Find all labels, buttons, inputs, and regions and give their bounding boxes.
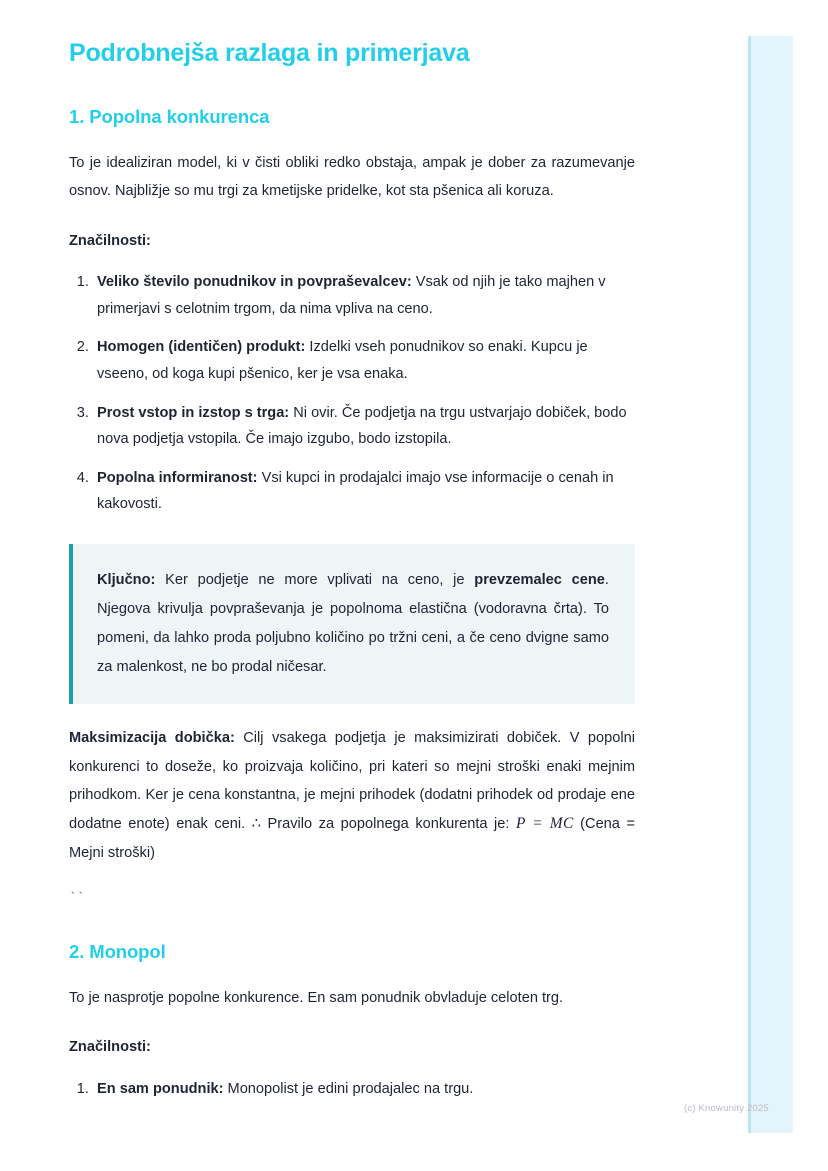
profit-maximization-paragraph: [69, 704, 635, 866]
callout-paragraph: [97, 566, 609, 683]
section-2-feature-list: [69, 1062, 635, 1103]
list-item: [93, 400, 635, 453]
list-item-term: Homogen (identičen) produkt:: [97, 339, 306, 356]
document-content: [69, 0, 635, 1102]
markdown-artifact: ``: [69, 889, 85, 905]
profit-text-part-1: Cilj vsakega podjetja je maksimizirati dobiček. V popolni konkurenci to doseže, ko proizvaja količino, pri kateri so mejni stroški enaki mejnim prihodkom. Ker je cena konstantna, je mejni prihodek (dodatni prihodek od prodaje ene dodatne enote) enak ceni.: [69, 730, 635, 832]
list-item-text: Izdelki vseh ponudnikov so enaki. Kupcu je vseeno, od koga kupi pšenico, ker je vsa enaka.: [97, 339, 588, 382]
list-item-text: Vsak od njih je tako majhen v primerjavi s celotnim trgom, da nima vpliva na ceno.: [97, 274, 606, 317]
right-side-panel: [748, 36, 793, 1133]
list-item-term: Prost vstop in izstop s trga:: [97, 404, 290, 421]
callout-emphasis: prevzemalec cene: [474, 571, 605, 588]
page-title: Podrobnejša razlaga in primerjava: [69, 39, 470, 67]
section-heading-2: 2. Monopol: [69, 940, 166, 962]
section-1-feature-list: [69, 255, 635, 517]
section-2-features-label: Značilnosti:: [69, 1039, 151, 1055]
list-item-term: En sam ponudnik:: [97, 1080, 224, 1097]
therefore-symbol: ∴: [251, 815, 262, 832]
profit-text-part-3: (Cena = Mejni stroški): [69, 815, 635, 861]
callout-text-part-1: Ker podjetje ne more vplivati na ceno, je: [155, 571, 475, 588]
callout-label: Ključno:: [97, 571, 156, 588]
list-item: [93, 1076, 635, 1103]
callout-text-part-2: . Njegova krivulja povpraševanja je popolnoma elastična (vodoravna črta). To pomeni, da lahko proda poljubno količino po tržni ceni, a če ceno dvigne samo za malenkost, ne bo prodal ničesar.: [97, 571, 609, 676]
list-item-term: Popolna informiranost:: [97, 469, 258, 486]
section-1-features-label: Značilnosti:: [69, 232, 151, 249]
section-1-intro-paragraph: To je idealiziran model, ki v čisti obliki redko obstaja, ampak je dober za razumevanje osnov. Najbližje so mu trgi za kmetijske pridelke, kot sta pšenica ali koruza.: [69, 155, 635, 200]
list-item: [93, 334, 635, 387]
profit-label: Maksimizacija dobička:: [69, 730, 235, 747]
list-item-term: Veliko število ponudnikov in povpraševalcev:: [97, 274, 412, 291]
copyright-watermark: (c) Knowunity 2025: [684, 1103, 769, 1114]
list-item-text: Vsi kupci in prodajalci imajo vse informacije o cenah in kakovosti.: [97, 469, 614, 513]
list-item-text: Monopolist je edini prodajalec na trgu.: [223, 1080, 474, 1097]
list-item-text: Ni ovir. Če podjetja na trgu ustvarjajo dobiček, bodo nova podjetja vstopila. Če imajo izgubo, bodo izstopila.: [97, 404, 627, 448]
profit-text-part-2: Pravilo za popolnega konkurenta je:: [261, 815, 516, 832]
list-item: [93, 465, 635, 518]
section-2-intro-paragraph: To je nasprotje popolne konkurence. En sam ponudnik obvladuje celoten trg.: [69, 989, 564, 1006]
key-takeaway-callout: [69, 544, 635, 705]
list-item: [93, 269, 635, 322]
section-heading-1: 1. Popolna konkurenca: [69, 106, 270, 128]
formula-price-equals-marginal-cost: P = MC: [516, 814, 574, 832]
